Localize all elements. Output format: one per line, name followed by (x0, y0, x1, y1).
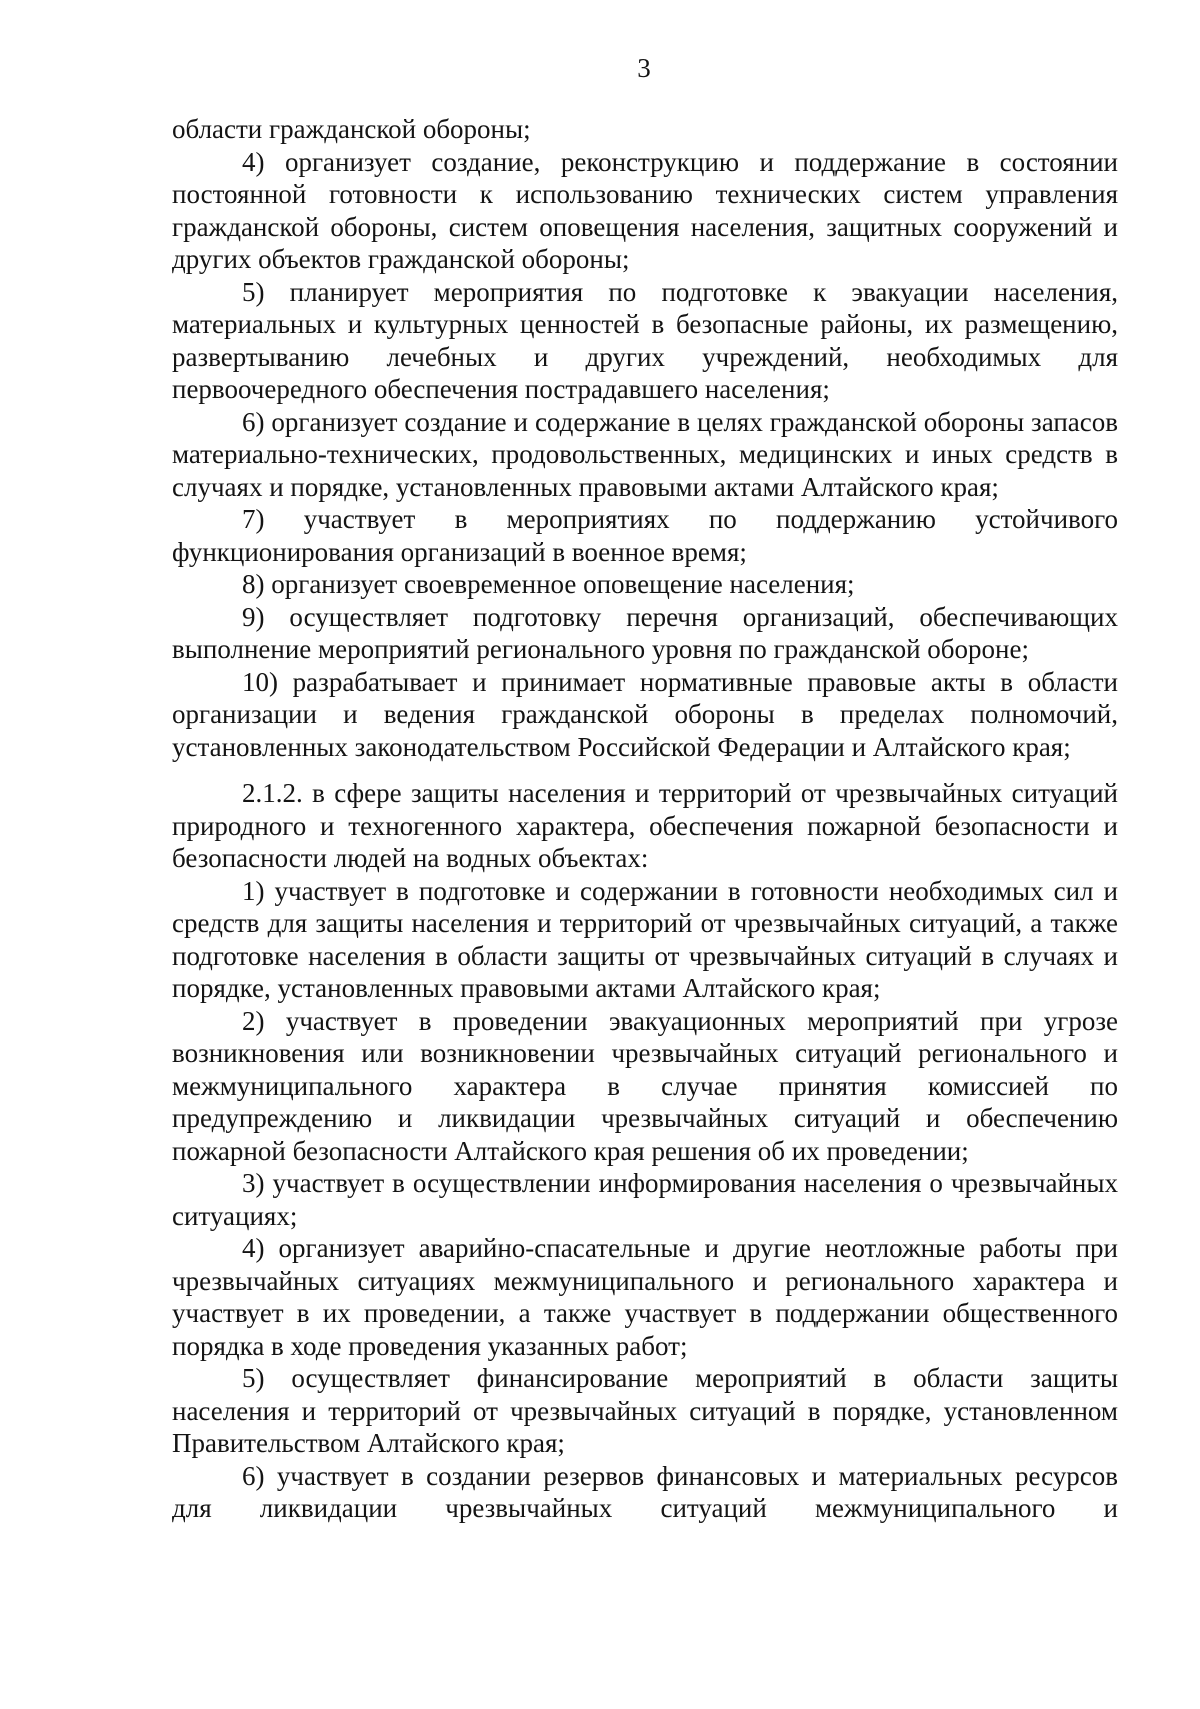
paragraph-item-6b: 6) участвует в создании резервов финансовых и материальных ресурсов для ликвидации чрезвычайных ситуаций межмуниципального и (172, 1460, 1118, 1523)
paragraph-item-5b: 5) осуществляет финансирование мероприятий в области защиты населения и территорий от чрезвычайных ситуаций в порядке, установленном Правительством Алтайского края; (172, 1363, 1118, 1458)
paragraph-item-9: 9) осуществляет подготовку перечня организаций, обеспечивающих выполнение мероприятий регионального уровня по гражданской обороне; (172, 601, 1118, 664)
paragraph-item-2: 2) участвует в проведении эвакуационных мероприятий при угрозе возникновения или возникновении чрезвычайных ситуаций регионального и межмуниципального характера в случае принятия комиссией по предупреждению и ликвидации чрезвычайных ситуаций и обеспечению пожарной безопасности Алтайского края решения об их проведении; (172, 1005, 1118, 1166)
paragraph-item-10: 10) разрабатывает и принимает нормативные правовые акты в области организации и ведения гражданской обороны в пределах полномочий, установленных законодательством Российской Федерации и Алтайского края; (172, 666, 1118, 762)
paragraph-item-4b: 4) организует аварийно-спасательные и другие неотложные работы при чрезвычайных ситуациях межмуниципального и регионального характера и участвует в их проведении, а также участвует в поддержании общественного порядка в ходе проведения указанных работ; (172, 1233, 1118, 1361)
paragraph-item-4: 4) организует создание, реконструкцию и поддержание в состоянии постоянной готовности к использованию технических систем управления гражданской обороны, систем оповещения населения, защитных сооружений и других объектов гражданской обороны; (172, 146, 1118, 274)
paragraph-item-8: 8) организует своевременное оповещение населения; (242, 569, 855, 599)
paragraph-continuation: области гражданской обороны; (172, 114, 531, 144)
page-number: 3 (637, 53, 651, 83)
paragraph-item-6: 6) организует создание и содержание в целях гражданской обороны запасов материально-технических, продовольственных, медицинских и иных средств в случаях и порядке, установленных правовыми актами Алтайского края; (172, 406, 1118, 502)
document-body (172, 113, 1118, 1525)
paragraph-item-1: 1) участвует в подготовке и содержании в готовности необходимых сил и средств для защиты населения и территорий от чрезвычайных ситуаций, а также подготовке населения в области защиты от чрезвычайных ситуаций в случаях и порядке, установленных правовыми актами Алтайского края; (172, 875, 1118, 1003)
paragraph-item-3: 3) участвует в осуществлении информирования населения о чрезвычайных ситуациях; (172, 1168, 1118, 1231)
section-heading-2-1-2: 2.1.2. в сфере защиты населения и территорий от чрезвычайных ситуаций природного и техногенного характера, обеспечения пожарной безопасности и безопасности людей на водных объектах: (172, 778, 1118, 873)
paragraph-item-5: 5) планирует мероприятия по подготовке к эвакуации населения, материальных и культурных ценностей в безопасные районы, их размещению, развертыванию лечебных и других учреждений, необходимых для первоочередного обеспечения пострадавшего населения; (172, 276, 1118, 404)
paragraph-item-7: 7) участвует в мероприятиях по поддержанию устойчивого функционирования организаций в военное время; (172, 504, 1118, 567)
